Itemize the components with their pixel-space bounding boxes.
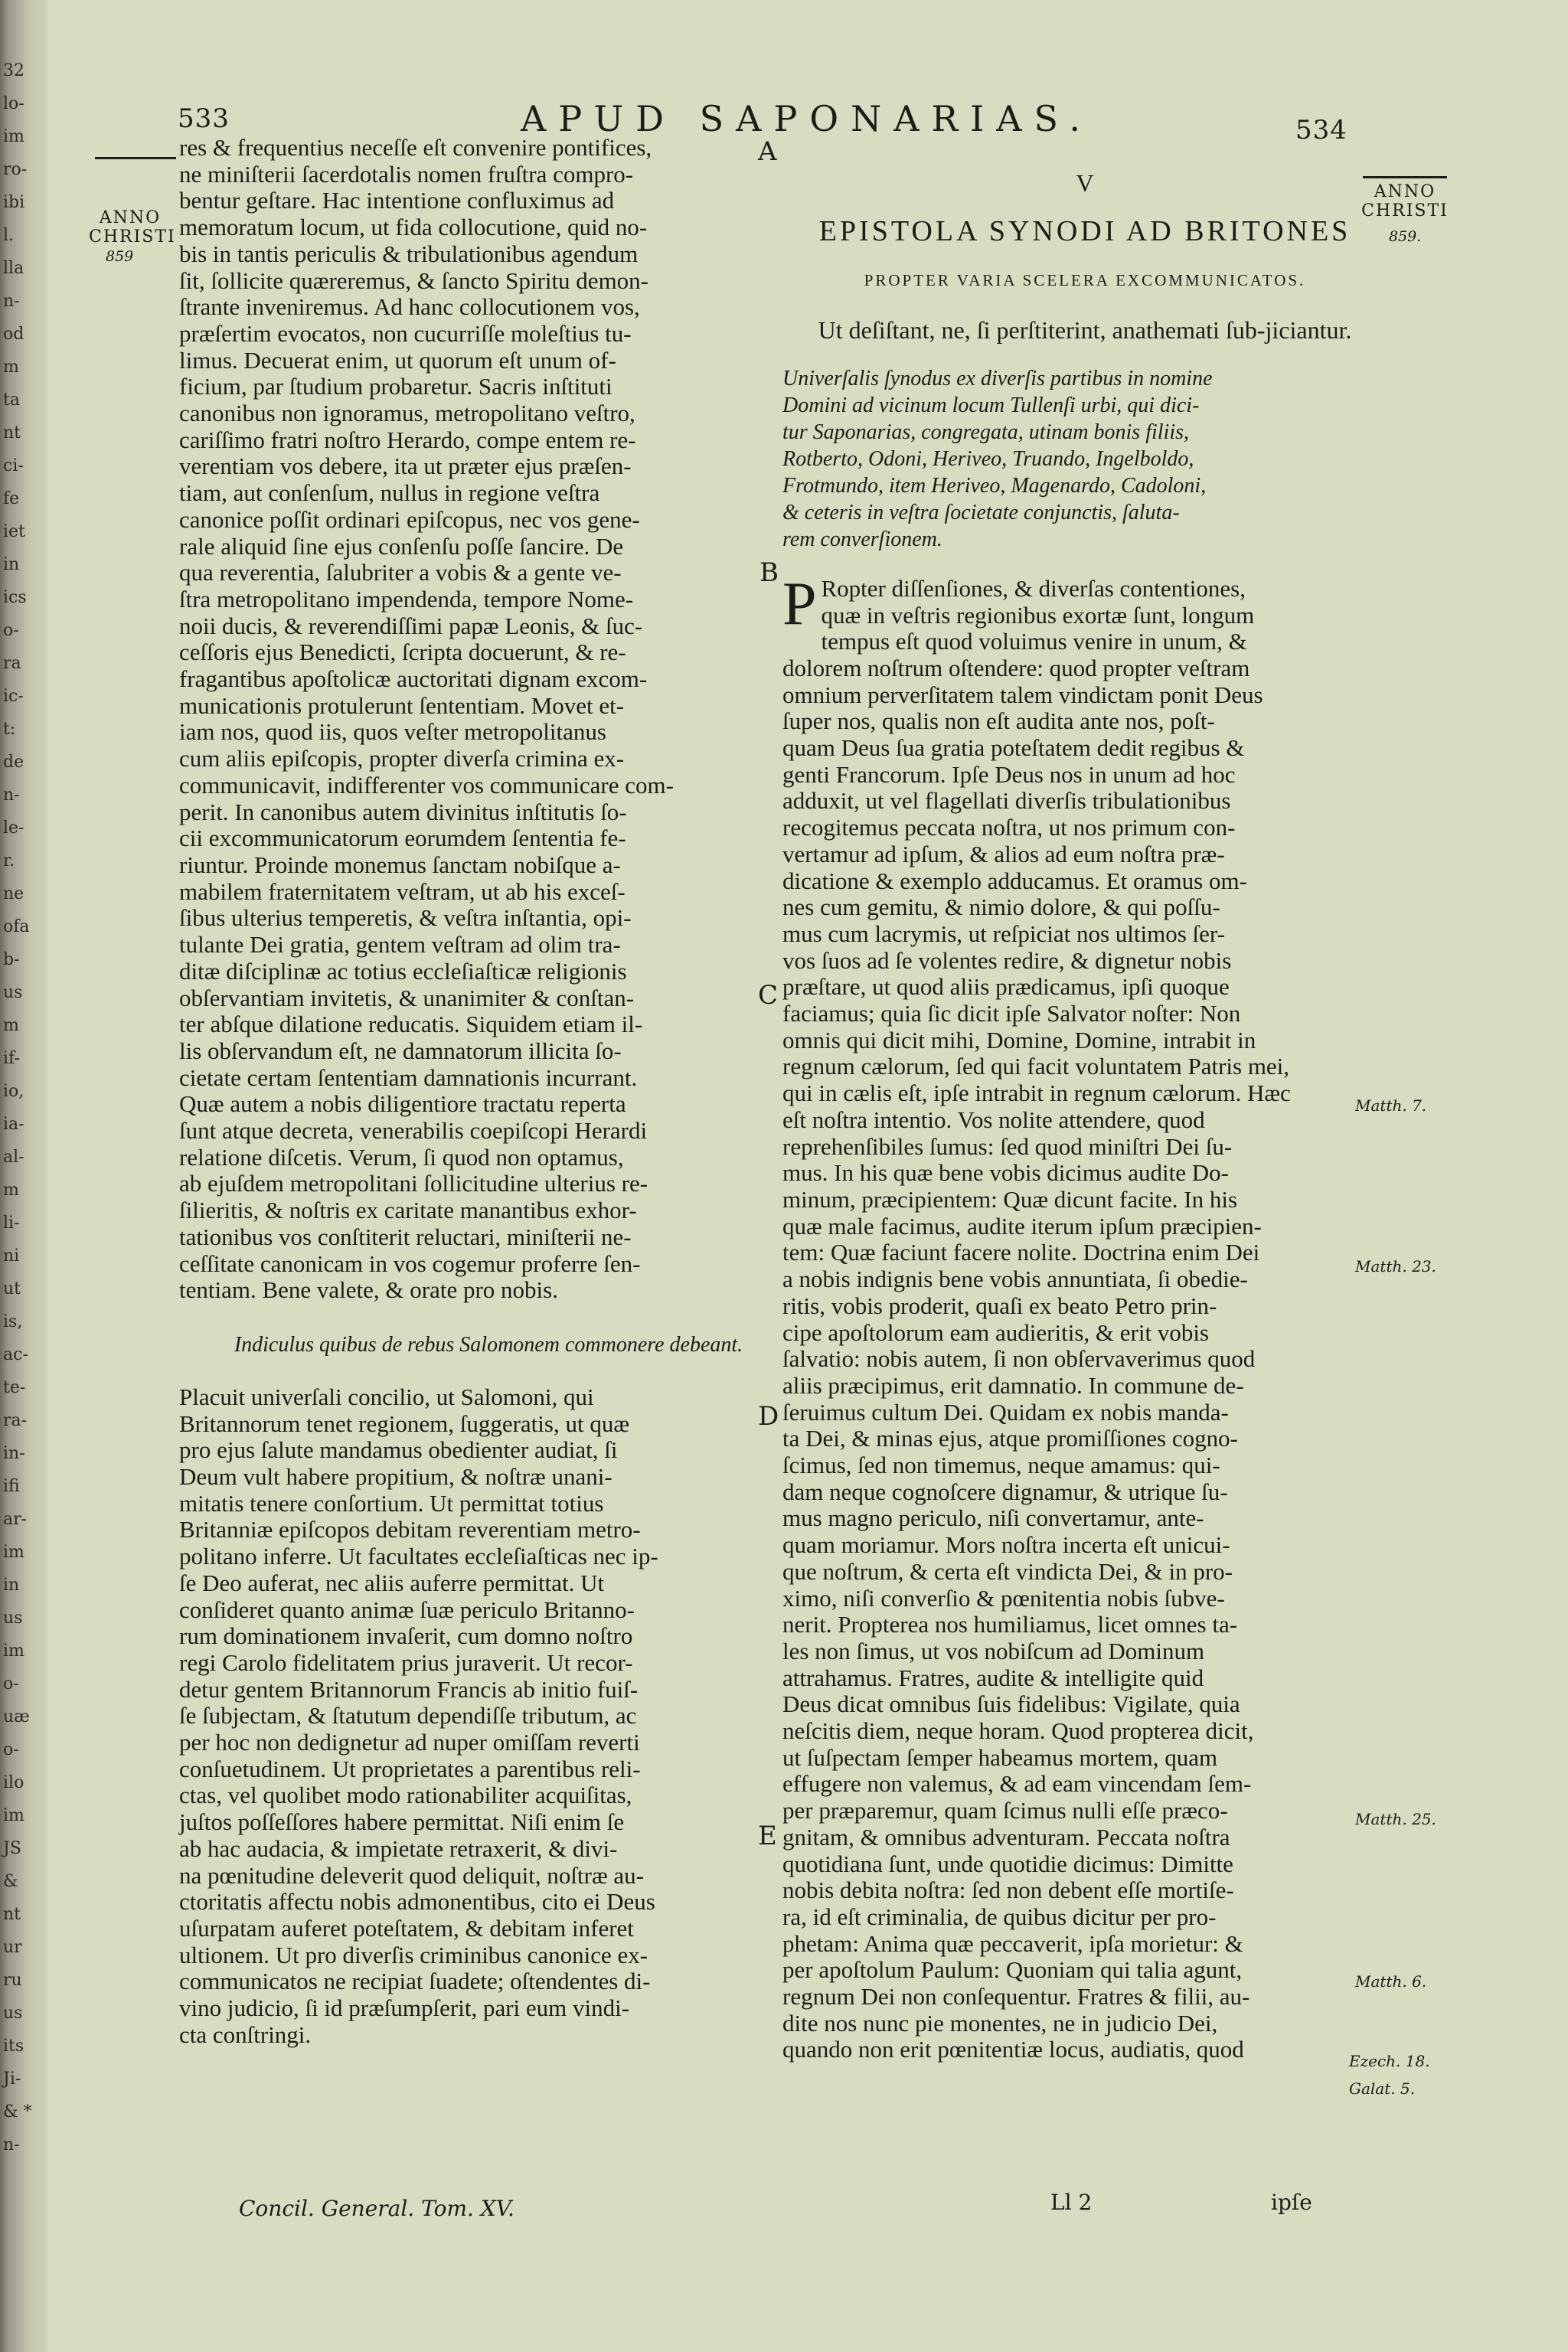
adjacent-page-fragment: im (3, 1543, 24, 1562)
adjacent-page-fragment: n- (3, 2135, 20, 2154)
adjacent-page-fragment: uæ (3, 1707, 30, 1726)
text-line: ſe Deo auferat, nec aliis auferre permittat. Ut (179, 1569, 605, 1596)
text-line: noii ducis, & reverendiſſimi papæ Leonis, & ſuc- (179, 612, 643, 639)
left-column-text (179, 135, 798, 1304)
text-line: ficium, par ſtudium probaretur. Sacris inſtituti (179, 373, 612, 400)
adjacent-page-fragment: le- (3, 818, 24, 838)
indiculus-text (179, 1384, 798, 2049)
adjacent-page-fragment: m (3, 1016, 19, 1035)
adjacent-page-fragment: ci- (3, 456, 24, 475)
adjacent-page-fragment: al- (3, 1148, 24, 1167)
adjacent-page-fragment: in (3, 1576, 20, 1595)
adjacent-page-edge (0, 0, 47, 2352)
adjacent-page-fragment: us (3, 1609, 23, 1628)
section-letter-b: B (760, 557, 779, 588)
sidenote-ezech-18: Ezech. 18. (1349, 2052, 1430, 2070)
text-line: obſervantiam invitetis, & unanimiter & conſtan- (179, 984, 635, 1011)
text-line: omnium perverſitatem talem vindictam ponit Deus (782, 681, 1263, 708)
text-line: quæ male facimus, audite iterum ipſum præcipien- (782, 1212, 1262, 1240)
text-line: ximo, niſi converſio & pœnitentia nobis ſubve- (782, 1584, 1225, 1612)
section-letter-c: C (758, 980, 779, 1011)
text-line: ut ſuſpectam ſemper habeamus mortem, quam (782, 1743, 1218, 1771)
adjacent-page-fragment: im (3, 1806, 24, 1825)
adjacent-page-fragment: ru (3, 1971, 22, 1990)
text-line: detur gentem Britannorum Francis ab initio fuiſ- (179, 1675, 639, 1703)
text-line: mitatis tenere conſortium. Ut permittat totius (179, 1489, 604, 1517)
adjacent-page-fragment: nt (3, 1905, 21, 1924)
text-line: adduxit, ut vel flagellati diverſis tribulationibus (782, 787, 1231, 815)
text-line: nerit. Propterea nos humiliamus, licet omnes ta- (782, 1611, 1238, 1638)
adjacent-page-fragment: b- (3, 950, 20, 969)
text-line: ra, id eſt criminalia, de quibus dicitur per pro- (782, 1903, 1217, 1930)
adjacent-page-fragment: & * (3, 2102, 32, 2122)
adjacent-page-fragment: te- (3, 1378, 26, 1397)
adjacent-page-fragment: o- (3, 1674, 19, 1694)
text-line: faciamus; quia ſic dicit ipſe Salvator noſter: Non (782, 1000, 1241, 1027)
text-line: mus magno periculo, niſi convertamur, ante- (782, 1504, 1204, 1532)
sidenote-matth-7: Matth. 7. (1355, 1096, 1427, 1115)
text-line: aliis præcipimus, erit damnatio. In commune de- (782, 1371, 1244, 1399)
adjacent-page-fragment: Ji- (3, 2069, 21, 2089)
adjacent-page-fragment: io, (3, 1082, 24, 1101)
text-line: conſideret quanto animæ ſuæ periculo Britanno- (179, 1596, 635, 1623)
text-line: dite nos nunc pie monentes, ne in judicio Dei, (782, 2009, 1218, 2037)
text-line: nes cum gemitu, & nimio dolore, & qui poſſu- (782, 893, 1220, 921)
christi-label: CHRISTI (89, 227, 176, 247)
text-line: verentiam vos debere, ita ut præter ejus præſen- (179, 452, 632, 480)
text-line: mus cum lacrymis, ut reſpiciat nos ultimos ſer- (782, 920, 1225, 947)
text-line: ab hac audacia, & impietate retraxerit, & divi- (179, 1834, 618, 1862)
left-margin-rule (95, 157, 176, 159)
adjacent-page-fragment: n- (3, 786, 20, 805)
text-line: ditæ diſciplinæ ac totius eccleſiaſticæ religionis (179, 957, 627, 985)
adjacent-page-fragment: ra (3, 654, 21, 673)
adjacent-page-fragment: o- (3, 621, 19, 640)
adjacent-page-fragment: is, (3, 1312, 23, 1331)
text-line: cta conſtringi. (179, 2020, 312, 2048)
adjacent-page-fragment: m (3, 1181, 19, 1200)
text-line: relatione diſcetis. Verum, ſi quod non optamus, (179, 1143, 624, 1171)
text-line: regnum cælorum, ſed qui facit voluntatem Patris mei, (782, 1053, 1290, 1080)
text-line: ta Dei, & minas ejus, atque promiſſiones cogno- (782, 1425, 1238, 1452)
adjacent-page-fragment: ne (3, 884, 24, 903)
text-line: quando non erit pœnitentiæ locus, audiatis, quod (782, 2036, 1244, 2063)
text-line: dolorem noſtrum oſtendere: quod propter veſtram (782, 654, 1250, 681)
section-letter-a: A (758, 136, 777, 167)
text-line: tentiam. Bene valete, & orate pro nobis. (179, 1276, 558, 1304)
footer-catchword: ipſe (1271, 2190, 1312, 2215)
text-line: dam neque cognoſcere dignamur, & utrique ſu- (782, 1478, 1228, 1505)
drop-cap: P (782, 570, 817, 638)
section-letter-d: D (758, 1401, 779, 1432)
right-year: 859. (1389, 228, 1422, 245)
address-line: Univerſalis ſynodus ex diverſis partibus in nomine (782, 366, 1213, 390)
text-line: ſit, ſollicite quæreremus, & ſancto Spiritu demon- (179, 266, 649, 294)
text-line: ſeruimus cultum Dei. Quidam ex nobis manda- (782, 1398, 1229, 1426)
footer-volume: Concil. General. Tom. XV. (239, 2196, 514, 2221)
anno-label: ANNO (1374, 182, 1436, 201)
body-first-line: Ropter diſſenſiones, & diverſas contentiones, (821, 574, 1246, 602)
text-line: ceſſitate canonicam in vos cogemur proferre ſen- (179, 1250, 641, 1277)
sidenote-galat-5: Galat. 5. (1349, 2079, 1416, 2098)
text-line: ritis, vobis proderit, quaſi ex beato Petro prin- (782, 1292, 1217, 1319)
text-line: tationibus vos conſtiterit reluctari, miniſterii ne- (179, 1223, 632, 1250)
adjacent-page-fragment: od (3, 325, 24, 344)
text-line: per præparemur, quam ſcimus nulli eſſe præco- (782, 1797, 1228, 1824)
text-line: neſcitis diem, neque horam. Quod propterea dicit, (782, 1717, 1254, 1745)
epistle-summary: Ut deſiſtant, ne, ſi perſtiterint, anathemati ſub-jiciantur. (818, 316, 1352, 345)
adjacent-page-fragment: ibi (3, 193, 25, 212)
address-line: rem converſionem. (782, 527, 942, 551)
adjacent-page-fragment: 32 (3, 61, 24, 80)
text-line: minum, præcipientem: Quæ dicunt facite. In his (782, 1185, 1238, 1213)
text-line: effugere non valemus, & ad eam vincendam ſem- (782, 1770, 1252, 1798)
text-line: riuntur. Proinde monemus ſanctam nobiſque a- (179, 851, 621, 878)
adjacent-page-fragment: n- (3, 292, 20, 311)
text-line: Britanniæ epiſcopos debitam reverentiam metro- (179, 1516, 641, 1544)
indiculus-heading: Indiculus quibus de rebus Salomonem commonere debeant. (234, 1332, 743, 1357)
text-line: Deum vult habere propitium, & noſtræ unani- (179, 1463, 612, 1491)
text-line: communicatos ne recipiat ſuadete; oſtendentes di- (179, 1968, 651, 1995)
text-line: tiam, aut conſenſum, nullus in regione veſtra (179, 479, 600, 507)
text-line: Placuit univerſali concilio, ut Salomoni, qui (179, 1383, 594, 1410)
text-line: præſertim evocatos, non cucurriſſe moleſtius tu- (179, 319, 632, 347)
adjacent-page-fragment: ut (3, 1279, 21, 1298)
text-line: tem: Quæ faciunt facere nolite. Doctrina enim Dei (782, 1239, 1260, 1266)
running-title: APUD SAPONARIAS. (521, 98, 1093, 139)
adjacent-page-fragment: iet (3, 522, 25, 541)
text-line: uſurpatam auferet poteſtatem, & debitam inferet (179, 1915, 634, 1942)
adjacent-page-fragment: de (3, 753, 24, 772)
text-line: ctoritatis affectu nobis admonentibus, cito ei Deus (179, 1888, 655, 1916)
text-line: ab ejuſdem metropolitani ſollicitudine ulterius re- (179, 1170, 648, 1197)
adjacent-page-fragment: its (3, 2037, 24, 2056)
address-line: tur Saponarias, congregata, utinam bonis filiis, (782, 420, 1189, 444)
text-line: na pœnitudine deleverit quod deliquit, noſtræ au- (179, 1861, 644, 1889)
text-line: pro ejus ſalute mandamus obedienter audiat, ſi (179, 1436, 618, 1464)
text-line: eſt noſtra intentio. Vos nolite attendere, quod (782, 1106, 1205, 1133)
adjacent-page-fragment: m (3, 358, 19, 377)
text-line: ter abſque dilatione reducatis. Siquidem etiam il- (179, 1011, 643, 1038)
adjacent-page-fragment: ac- (3, 1345, 28, 1364)
left-year: 859 (106, 248, 134, 265)
epistle-number: V (1076, 169, 1094, 197)
epistle-address (782, 365, 1387, 553)
adjacent-page-fragment: if- (3, 1049, 20, 1068)
text-line: cariſſimo fratri noſtro Herardo, compe entem re- (179, 426, 636, 453)
adjacent-page-fragment: ic- (3, 687, 24, 706)
adjacent-page-fragment: r. (3, 851, 15, 871)
text-line: ſe ſubjectam, & ſtatutum dependiſſe tributum, ac (179, 1702, 637, 1730)
text-line: politano inferre. Ut facultates eccleſiaſticas nec ip- (179, 1543, 658, 1570)
text-line: canonice poſſit ordinari epiſcopus, nec vos gene- (179, 505, 640, 533)
sidenote-matth-23: Matth. 23. (1355, 1257, 1436, 1276)
text-line: municationis protulerunt ſententiam. Movet et- (179, 691, 625, 719)
section-letter-e: E (758, 1821, 777, 1851)
text-line: recogitemus peccata noſtra, ut nos primum con- (782, 814, 1236, 841)
text-line: rum dominationem invaſerit, cum domno noſtro (179, 1622, 633, 1650)
text-line: quotidiana ſunt, unde quotidie dicimus: Dimitte (782, 1850, 1233, 1877)
text-line: regi Carolo fidelitatem prius juraverit. Ut recor- (179, 1648, 633, 1676)
epistle-body-text (782, 603, 1387, 2064)
text-line: les non ſimus, ut vos nobiſcum ad Dominum (782, 1637, 1205, 1664)
address-line: & ceteris in veſtra ſocietate conjunctis, ſaluta- (782, 500, 1180, 524)
text-line: res & frequentius neceſſe eſt convenire pontifices, (179, 134, 652, 161)
sidenote-matth-6: Matth. 6. (1355, 1972, 1427, 1991)
text-line: lis obſervandum eſt, ne damnatorum illicita ſo- (179, 1037, 622, 1064)
epistle-title: EPISTOLA SYNODI AD BRITONES (818, 214, 1351, 247)
text-line: ſuper nos, qualis non eſt audita ante nos, poſt- (782, 707, 1215, 735)
text-line: ne miniſterii ſacerdotalis nomen fruſtra compro- (179, 160, 634, 188)
text-line: rale aliquid ſine ejus conſenſu poſſe ſancire. De (179, 532, 624, 560)
adjacent-page-fragment: lo- (3, 94, 24, 113)
adjacent-page-fragment: ia- (3, 1115, 24, 1134)
epistle-body (782, 570, 1387, 2063)
text-line: mabilem fraternitatem veſtram, ut ab his exceſ- (179, 877, 626, 905)
text-line: genti Francorum. Ipſe Deus nos in unum ad hoc (782, 760, 1236, 788)
text-line: bis in tantis periculis & tribulationibus agendum (179, 240, 639, 267)
left-column (179, 135, 798, 2049)
text-line: tulante Dei gratia, gentem veſtram ad olim tra- (179, 931, 621, 959)
text-line: ſtra metropolitano impendenda, tempore Nome- (179, 585, 634, 612)
epistle-subtitle: PROPTER VARIA SCELERA EXCOMMUNICATOS. (864, 271, 1306, 290)
text-line: ultionem. Ut pro diverſis criminibus canonice ex- (179, 1941, 648, 1968)
anno-label: ANNO (99, 208, 162, 227)
text-line: bentur geſtare. Hac intentione confluximus ad (179, 187, 615, 214)
text-line: ceſſoris ejus Benedicti, ſcripta docuerunt, & re- (179, 639, 626, 666)
text-line: phetam: Anima quæ peccaverit, ipſa morietur: & (782, 1929, 1243, 1957)
text-line: nobis debita noſtra: ſed non debent eſſe mortiſe- (782, 1877, 1234, 1904)
text-line: vertamur ad ipſum, & alios ad eum noſtra præ- (782, 840, 1225, 867)
text-line: cipe apoſtolorum eam audieritis, & erit vobis (782, 1318, 1210, 1346)
book-page (47, 0, 1568, 2352)
address-line: Rotberto, Odoni, Heriveo, Truando, Ingelboldo, (782, 446, 1194, 471)
text-line: per apoſtolum Paulum: Quoniam qui talia agunt, (782, 1956, 1243, 1984)
text-line: memoratum locum, ut fida collocutione, quid no- (179, 214, 648, 241)
adjacent-page-fragment: lla (3, 259, 24, 278)
text-line: qua reverentia, ſalubriter a vobis & a gente ve- (179, 559, 622, 586)
text-line: cietate certam ſententiam damnationis incurrant. (179, 1063, 638, 1091)
adjacent-page-fragment: in (3, 555, 20, 574)
text-line: dicatione & exemplo adducamus. Et oramus om- (782, 867, 1247, 894)
text-line: qui in cælis eſt, ipſe intrabit in regnum cælorum. Hæc (782, 1080, 1291, 1107)
adjacent-page-fragment: fe (3, 489, 20, 508)
text-line: vos ſuos ad ſe volentes redire, & dignetur nobis (782, 946, 1232, 974)
sidenote-matth-25: Matth. 25. (1355, 1810, 1436, 1828)
adjacent-page-fragment: JS (3, 1839, 21, 1858)
adjacent-page-fragment: ni (3, 1246, 20, 1266)
text-line: limus. Decuerat enim, ut quorum eſt unum of- (179, 346, 616, 374)
left-page-number: 533 (178, 103, 230, 134)
text-line: ſilieritis, & noſtris ex caritate manantibus exhor- (179, 1197, 637, 1224)
text-line: communicavit, indifferenter vos communicare com- (179, 771, 674, 799)
adjacent-page-fragment: ar- (3, 1510, 28, 1529)
text-line: conſuetudinem. Ut proprietates a parentibus reli- (179, 1755, 641, 1782)
text-line: cii excommunicatorum eorumdem ſententia fe- (179, 825, 626, 852)
text-line: fragantibus apoſtolicæ auctoritati dignam excom- (179, 665, 648, 693)
text-line: que noſtrum, & certa eſt vindicta Dei, & in pro- (782, 1557, 1233, 1585)
right-column (782, 170, 1387, 2063)
christi-label: CHRISTI (1361, 201, 1449, 220)
text-line: attrahamus. Fratres, audite & intelligite quid (782, 1664, 1204, 1691)
adjacent-page-fragment: us (3, 983, 23, 1002)
address-line: Domini ad vicinum locum Tullenſi urbi, qui dici- (782, 393, 1200, 417)
text-line: quam Deus ſua gratia poteſtatem dedit regibus & (782, 734, 1245, 762)
adjacent-page-fragment: l. (3, 226, 15, 245)
text-line: reprehenſibiles ſumus: ſed quod miniſtri Dei ſu- (782, 1132, 1233, 1160)
text-line: Deus dicat omnibus ſuis fidelibus: Vigilate, quia (782, 1690, 1240, 1718)
text-line: juſtos poſſeſſores habere permittat. Niſi enim ſe (179, 1808, 625, 1836)
text-line: ctas, vel quolibet modo rationabiliter acquiſitas, (179, 1782, 632, 1809)
text-line: ſcimus, ſed non timemus, neque amamus: qui- (782, 1452, 1220, 1479)
text-line: regnum Dei non conſequentur. Fratres & filii, au- (782, 1983, 1250, 2011)
adjacent-page-fragment: ra- (3, 1411, 28, 1430)
adjacent-page-fragment: li- (3, 1214, 20, 1233)
text-line: præſtare, ut quod aliis prædicamus, ipſi quoque (782, 973, 1230, 1001)
text-line: omnis qui dicit mihi, Domine, Domine, intrabit in (782, 1026, 1256, 1054)
text-line: perit. In canonibus autem divinitus inſtitutis ſo- (179, 798, 627, 825)
adjacent-page-fragment: im (3, 127, 24, 146)
text-line: Quæ autem a nobis diligentiore tractatu reperta (179, 1090, 626, 1118)
adjacent-page-fragment: t: (3, 720, 16, 739)
text-line: gnitam, & omnibus adventuram. Peccata noſtra (782, 1823, 1230, 1851)
adjacent-page-fragment: im (3, 1642, 24, 1661)
text-line: quam moriamur. Mors noſtra incerta eſt unicui- (782, 1531, 1230, 1559)
text-line: ſalvatio: nobis autem, ſi non obſervaverimus quod (782, 1345, 1256, 1373)
text-line: vino judicio, ſi id præſumpſerit, pari eum vindi- (179, 1994, 630, 2022)
right-page-number: 534 (1295, 115, 1348, 145)
text-line: ſibus ulterius temperetis, & veſtra inſtantia, opi- (179, 904, 632, 932)
adjacent-page-fragment: us (3, 2004, 23, 2023)
adjacent-page-fragment: ur (3, 1938, 22, 1957)
footer-signature: Ll 2 (1050, 2190, 1093, 2215)
adjacent-page-fragment: ics (3, 588, 27, 607)
text-line: mus. In his quæ bene vobis dicimus audite Do- (782, 1159, 1229, 1187)
text-line: iam nos, quod iis, quos veſter metropolitanus (179, 718, 606, 746)
adjacent-page-fragment: ilo (3, 1773, 24, 1792)
adjacent-page-fragment: ro- (3, 160, 28, 179)
text-line: a nobis indignis bene vobis annuntiata, ſi obedie- (782, 1266, 1248, 1293)
text-line: tempus eſt quod voluimus venire in unum, & (821, 628, 1247, 655)
text-line: cum aliis epiſcopis, propter diverſa crimina ex- (179, 745, 625, 773)
address-line: Frotmundo, item Heriveo, Magenardo, Cadoloni, (782, 473, 1207, 498)
adjacent-page-fragment: & (3, 1872, 18, 1891)
adjacent-page-fragment: ofa (3, 917, 30, 936)
adjacent-page-fragment: nt (3, 423, 21, 443)
text-line: Britannorum tenet regionem, ſuggeratis, ut quæ (179, 1410, 630, 1437)
adjacent-page-fragment: in- (3, 1444, 25, 1463)
text-line: quæ in veſtris regionibus exortæ ſunt, longum (821, 601, 1255, 629)
text-line: canonibus non ignoramus, metropolitano veſtro, (179, 400, 635, 427)
left-year-note (89, 208, 176, 247)
adjacent-page-fragment: o- (3, 1740, 19, 1759)
text-line: per hoc non dedignetur ad nuper omiſſam reverti (179, 1729, 640, 1756)
adjacent-page-fragment: ifi (3, 1477, 20, 1496)
text-line: ſunt atque decreta, venerabilis coepiſcopi Herardi (179, 1117, 648, 1145)
adjacent-page-fragment: ta (3, 390, 20, 410)
text-line: ſtrante inveniremus. Ad hanc collocutionem vos, (179, 293, 640, 321)
